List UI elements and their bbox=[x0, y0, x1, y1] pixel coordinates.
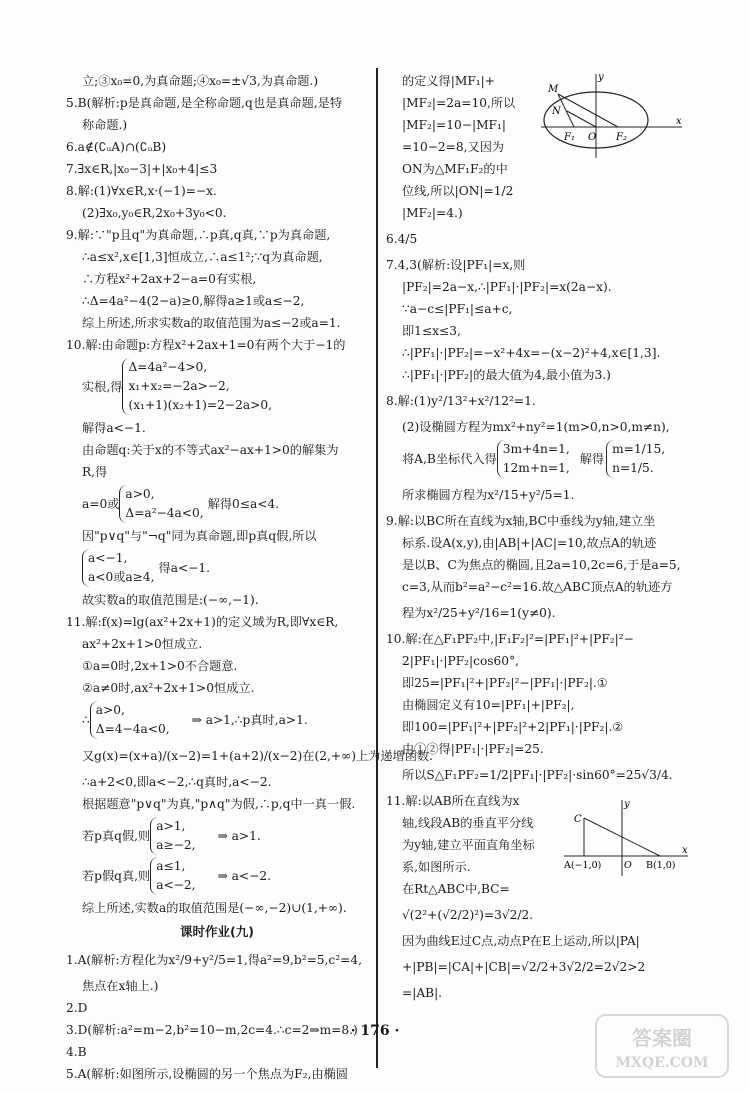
equation-system bbox=[66, 817, 368, 855]
text-line: ∴|PF₁|·|PF₂|=−x²+4x=−(x−2)²+4,x∈[1,3]. bbox=[402, 346, 661, 360]
text-line: 得a<−1. bbox=[158, 561, 211, 575]
brace-group bbox=[122, 358, 272, 415]
brace-group bbox=[90, 701, 170, 739]
brace-group bbox=[82, 549, 155, 587]
text-line: 若p假q真,则 bbox=[82, 869, 151, 883]
text-line: ⇒ a>1,∴p真时,a>1. bbox=[191, 713, 308, 727]
text-line: 根据题意"p∨q"为真,"p∧q"为假,∴p,q中一真一假. bbox=[82, 797, 356, 811]
equation: a≥−2, bbox=[156, 838, 196, 852]
text-line: 的定义得|MF₁|+ bbox=[402, 74, 495, 88]
equation: a<0或a≥4, bbox=[88, 570, 155, 584]
text-line: 5.B(解析:p是真命题,是全称命题,q也是真命题,是特 bbox=[66, 96, 343, 110]
equation-system bbox=[66, 857, 368, 895]
brace-group bbox=[606, 440, 665, 478]
section-heading: 课时作业(九) bbox=[180, 924, 254, 939]
text-line: 7.∃x∈R,|x₀−3|+|x₀+4|≤3 bbox=[66, 162, 218, 176]
text-line: 立;③x₀=0,为真命题;④x₀=±√3,为真命题.) bbox=[82, 74, 319, 88]
text-line: 若p真q假,则 bbox=[82, 829, 151, 843]
equation-system bbox=[66, 701, 368, 739]
text-line: 由①②得|PF₁|·|PF₂|=25. bbox=[402, 742, 544, 756]
equation: 12m+n=1, bbox=[502, 461, 570, 475]
text-line: 焦点在x轴上.) bbox=[82, 979, 159, 993]
text-line: ②a≠0时,ax²+2x+1>0恒成立. bbox=[82, 681, 255, 695]
text-line: 又g(x)=(x+a)/(x−2)=1+(a+2)/(x−2)在(2,+∞)上为递增函数. bbox=[82, 749, 433, 763]
text-line: 位线,所以|ON|=1/2 bbox=[402, 184, 514, 198]
axis-label-y: y bbox=[598, 72, 604, 83]
equation-system bbox=[386, 440, 686, 478]
text-line: =|AB|. bbox=[402, 986, 443, 1000]
text-line: 即100=|PF₁|²+|PF₂|²+2|PF₁|·|PF₂|.② bbox=[402, 720, 624, 734]
text-line: 5.A(解析:如图所示,设椭圆的另一个焦点为F₂,由椭圆 bbox=[66, 1067, 348, 1081]
equation: a<−1, bbox=[88, 551, 128, 565]
text-line: 3.D(解析:a²=m−2,b²=10−m,2c=4.∴c=2⇒m=8.) bbox=[66, 1023, 358, 1037]
text-line: 称命题.) bbox=[82, 118, 128, 132]
text-line: (2)设椭圆方程为mx²+ny²=1(m>0,n>0,m≠n), bbox=[402, 420, 670, 434]
text-line: 解得 bbox=[579, 452, 605, 466]
equation: (x₁+1)(x₂+1)=2−2a>0, bbox=[128, 398, 272, 412]
equation-system bbox=[66, 358, 368, 415]
equation: a>0, bbox=[125, 487, 155, 501]
text-line: 所以S△F₁PF₂=1/2|PF₁|·|PF₂|·sin60°=25√3/4. bbox=[402, 768, 673, 782]
equation-system bbox=[66, 549, 368, 587]
text-line: 即1≤x≤3, bbox=[402, 324, 461, 338]
text-line: +|PB|=|CA|+|CB|=√2/2+3√2/2=2√2>2 bbox=[402, 960, 646, 974]
text-line: 由椭圆定义有10=|PF₁|+|PF₂|, bbox=[402, 698, 575, 712]
brace-group bbox=[119, 485, 203, 523]
text-line: 在Rt△ABC中,BC= bbox=[402, 882, 510, 896]
text-line: 将A,B坐标代入得 bbox=[402, 452, 497, 466]
equation: a≤1, bbox=[156, 859, 186, 873]
text-line: ∴方程x²+2ax+2−a=0有实根, bbox=[82, 272, 257, 286]
text-line: 1.A(解析:方程化为x²/9+y²/5=1,得a²=9,b²=5,c²=4, bbox=[66, 953, 362, 967]
text-line: 故实数a的取值范围是:(−∞,−1). bbox=[82, 593, 259, 607]
equation: x₁+x₂=−2a>−2, bbox=[128, 379, 230, 393]
text-line: ∴a≤x²,x∈[1,3]恒成立,∴a≤1²;∵q为真命题, bbox=[82, 250, 323, 264]
page-number: · 176 · bbox=[350, 1023, 400, 1039]
equation: n=1/5. bbox=[612, 461, 654, 475]
equation: a>0, bbox=[95, 703, 125, 717]
text-line: 8.解:(1)∀x∈R,x·(−1)=−x. bbox=[66, 184, 217, 198]
equation-system bbox=[66, 485, 368, 523]
axis-label-x: x bbox=[676, 116, 682, 127]
text-line: ⇒ a<−2. bbox=[217, 869, 271, 883]
equation: 3m+4n=1, bbox=[502, 442, 570, 456]
text-line: 实根,得 bbox=[82, 379, 123, 394]
text-line: 10.解:在△F₁PF₂中,|F₁F₂|²=|PF₁|²+|PF₂|²− bbox=[386, 632, 634, 646]
text-line: 因"p∨q"与"¬q"同为真命题,即p真q假,所以 bbox=[82, 529, 317, 543]
brace-group bbox=[497, 440, 570, 478]
equation: m=1/15, bbox=[612, 442, 666, 456]
axis-label-y: y bbox=[624, 799, 630, 810]
text-line: 4.B bbox=[66, 1045, 87, 1059]
text-line: 所求椭圆方程为x²/15+y²/5=1. bbox=[402, 488, 575, 502]
text-line: 由命题q:关于x的不等式ax²−ax+1>0的解集为 bbox=[82, 443, 339, 457]
brace-group bbox=[150, 817, 195, 855]
text-line: 为y轴,建立平面直角坐标 bbox=[402, 838, 535, 852]
text-line: 9.解:∵"p且q"为真命题,∴p真,q真,∵p为真命题, bbox=[66, 228, 331, 242]
text-line: 6.a∉(∁ᵤA)∩(∁ᵤB) bbox=[66, 140, 167, 154]
text-line: 标系.设A(x,y),由|AB|+|AC|=10,故点A的轨迹 bbox=[402, 536, 657, 550]
point-label-c: C bbox=[574, 814, 582, 825]
text-line: =10−2=8,又因为 bbox=[402, 140, 505, 154]
text-line: |MF₂|=10−|MF₁| bbox=[402, 118, 506, 132]
triangle-figure bbox=[560, 798, 690, 878]
text-line: |MF₂|=2a=10,所以 bbox=[402, 96, 516, 110]
text-line: 综上所述,实数a的取值范围是(−∞,−2)∪(1,+∞). bbox=[82, 901, 347, 915]
point-label-o: O bbox=[588, 132, 597, 143]
text-line: 系,如图所示. bbox=[402, 860, 471, 874]
svg-text:MXQE.COM: MXQE.COM bbox=[615, 1055, 709, 1071]
segment-on bbox=[567, 111, 596, 127]
point-label-m: M bbox=[548, 84, 559, 95]
point-label-f2: F₂ bbox=[616, 132, 627, 143]
svg-text:答案圈: 答案圈 bbox=[632, 1026, 692, 1050]
text-line: c=3,从而b²=a²−c²=16.故△ABC顶点A的轨迹方 bbox=[402, 580, 673, 594]
text-line: 10.解:由命题p:方程x²+2ax+1=0有两个大于−1的 bbox=[66, 338, 346, 352]
equation: Δ=4−4a<0, bbox=[95, 722, 170, 736]
column-divider bbox=[376, 68, 378, 1068]
text-line: R,得 bbox=[82, 465, 108, 479]
watermark-logo bbox=[592, 1011, 732, 1081]
text-line: |MF₂|=4.) bbox=[402, 206, 463, 220]
text-line: 9.解:以BC所在直线为x轴,BC中垂线为y轴,建立坐 bbox=[386, 514, 656, 528]
ellipse-figure bbox=[536, 70, 686, 160]
axis-label-x: x bbox=[682, 845, 688, 856]
point-label-a: A(−1,0) bbox=[564, 860, 602, 871]
text-line: ∵a−c≤|PF₁|≤a+c, bbox=[402, 302, 513, 316]
text-line: ⇒ a>1. bbox=[217, 829, 261, 843]
text-line: 程为x²/25+y²/16=1(y≠0). bbox=[402, 606, 556, 620]
text-line: ∴ bbox=[82, 713, 90, 727]
text-line: 解得a<−1. bbox=[82, 421, 146, 435]
point-label-f1: F₁ bbox=[564, 132, 575, 143]
equation: a>1, bbox=[156, 819, 186, 833]
text-line: ∴Δ=4a²−4(2−a)≥0,解得a≥1或a≤−2, bbox=[82, 294, 305, 308]
text-line: 11.解:以AB所在直线为x bbox=[386, 794, 520, 808]
text-line: 2|PF₁|·|PF₂|cos60°, bbox=[402, 654, 520, 668]
text-line: 11.解:f(x)=lg(ax²+2x+1)的定义域为R,即∀x∈R, bbox=[66, 615, 339, 629]
text-line: 6.4/5 bbox=[386, 232, 418, 246]
text-line: (2)∃x₀,y₀∈R,2x₀+3y₀<0. bbox=[82, 206, 227, 220]
text-line: √(2²+(√2/2)²)=3√2/2. bbox=[402, 908, 534, 922]
equation: Δ=4a²−4>0, bbox=[128, 360, 208, 374]
text-line: 是以B、C为焦点的椭圆,且2a=10,2c=6,于是a=5, bbox=[402, 558, 681, 572]
text-line: ∴|PF₁|·|PF₂|的最大值为4,最小值为3.) bbox=[402, 368, 611, 382]
text-line: 解得0≤a<4. bbox=[207, 497, 280, 511]
brace-group bbox=[150, 857, 195, 895]
text-line: 轴,线段AB的垂直平分线 bbox=[402, 816, 534, 830]
equation: Δ=a²−4a<0, bbox=[125, 506, 204, 520]
point-label-n: N bbox=[552, 106, 561, 117]
text-line: 因为曲线E过C点,动点P在E上运动,所以|PA| bbox=[402, 934, 640, 948]
point-label-b: B(1,0) bbox=[646, 860, 676, 871]
text-line: |PF₂|=2a−x,∴|PF₁|·|PF₂|=x(2a−x). bbox=[402, 280, 612, 294]
point-label-o: O bbox=[624, 860, 632, 871]
text-line: ON为△MF₁F₂的中 bbox=[402, 162, 508, 176]
equation: a<−2, bbox=[156, 878, 196, 892]
text-line: ax²+2x+1>0恒成立. bbox=[82, 637, 203, 651]
text-line: ①a=0时,2x+1>0不合题意. bbox=[82, 659, 238, 673]
text-line: 7.4,3(解析:设|PF₁|=x,则 bbox=[386, 258, 526, 272]
text-line: ∴a+2<0,即a<−2,∴q真时,a<−2. bbox=[82, 775, 272, 789]
text-line: 综上所述,所求实数a的取值范围为a≤−2或a=1. bbox=[82, 316, 341, 330]
text-line: 2.D bbox=[66, 1001, 88, 1015]
text-line: a=0或 bbox=[82, 497, 120, 511]
text-line: 即25=|PF₁|²+|PF₂|²−|PF₁|·|PF₂|.① bbox=[402, 676, 608, 690]
text-line: 8.解:(1)y²/13²+x²/12²=1. bbox=[386, 394, 536, 408]
